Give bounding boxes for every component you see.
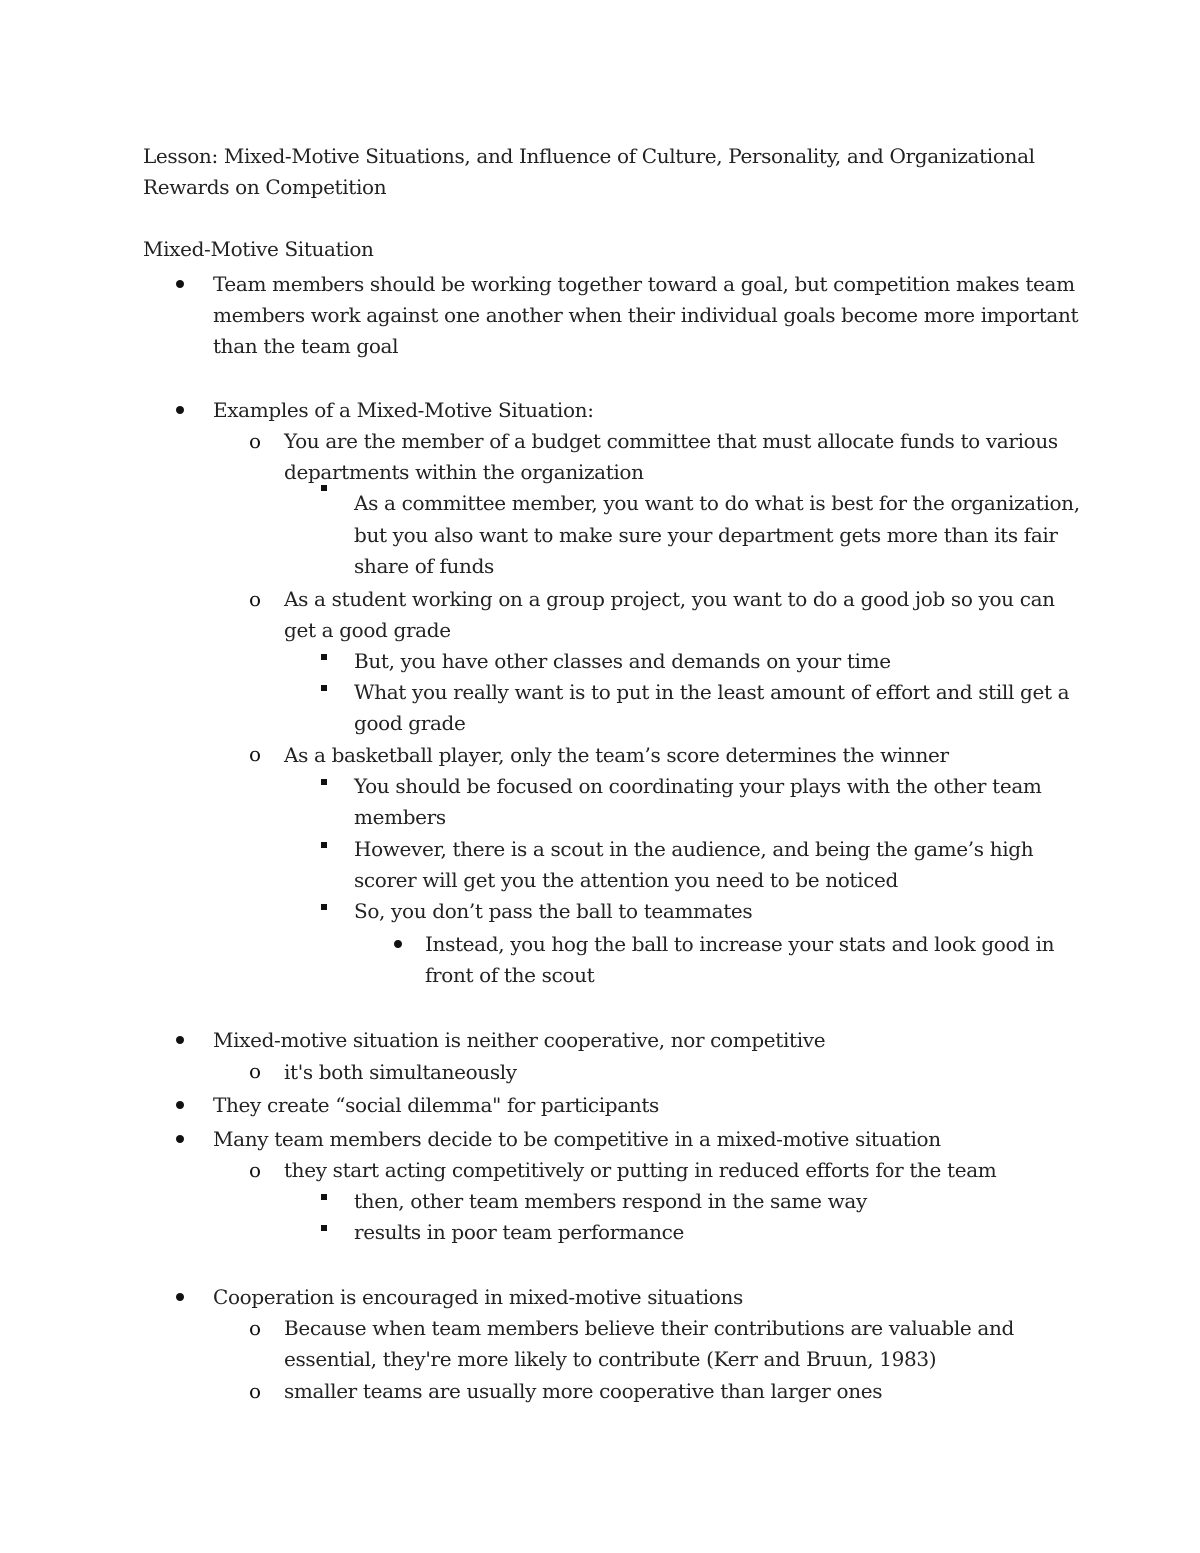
document-title-line-2: Rewards on Competition [143,175,387,199]
list-item-text: You are the member of a budget committee that must allocate funds to various [284,429,1058,453]
hollow-bullet-icon: o [249,1059,262,1083]
list-item-text: members work against one another when their individual goals become more important [213,303,1079,327]
list-item-text: You should be focused on coordinating your plays with the other team [354,774,1042,798]
square-bullet-icon [321,1194,327,1200]
square-bullet-icon [321,904,327,910]
list-item-text: They create “social dilemma" for participants [213,1093,659,1117]
list-item-text: As a committee member, you want to do what is best for the organization, [354,491,1080,515]
square-bullet-icon [321,1225,327,1231]
hollow-bullet-icon: o [249,1379,262,1403]
list-item-text: However, there is a scout in the audience, and being the game’s high [354,837,1034,861]
list-item-text: it's both simultaneously [284,1060,517,1084]
list-item-text: they start acting competitively or putting in reduced efforts for the team [284,1158,997,1182]
list-item-text: members [354,805,446,829]
list-item-text: Examples of a Mixed-Motive Situation: [213,398,594,422]
hollow-bullet-icon: o [249,587,262,611]
hollow-bullet-icon: o [249,1158,262,1182]
list-item-text: smaller teams are usually more cooperative than larger ones [284,1379,883,1403]
list-item-text: As a basketball player, only the team’s score determines the winner [284,743,949,767]
list-item-text: Because when team members believe their contributions are valuable and [284,1316,1014,1340]
list-item-text: scorer will get you the attention you need to be noticed [354,868,898,892]
hollow-bullet-icon: o [249,742,262,766]
list-item-text: than the team goal [213,334,399,358]
square-bullet-icon [321,842,327,848]
square-bullet-icon [321,485,327,491]
list-item-text: but you also want to make sure your department gets more than its fair [354,523,1058,547]
bullet-dot-icon [176,1293,184,1301]
list-item-text: As a student working on a group project, you want to do a good job so you can [284,587,1055,611]
list-item-text: then, other team members respond in the same way [354,1189,867,1213]
list-item-text: good grade [354,711,466,735]
list-item-text: front of the scout [425,963,595,987]
hollow-bullet-icon: o [249,1316,262,1340]
square-bullet-icon [321,685,327,691]
document-title-line-1: Lesson: Mixed-Motive Situations, and Influence of Culture, Personality, and Organizational [143,144,1035,168]
list-item-text: But, you have other classes and demands on your time [354,649,891,673]
list-item-text: Team members should be working together toward a goal, but competition makes team [213,272,1075,296]
hollow-bullet-icon: o [249,429,262,453]
list-item-text: results in poor team performance [354,1220,684,1244]
section-heading: Mixed-Motive Situation [143,237,374,261]
list-item-text: So, you don’t pass the ball to teammates [354,899,753,923]
bullet-dot-icon [176,1036,184,1044]
bullet-dot-icon [176,1135,184,1143]
square-bullet-icon [321,779,327,785]
list-item-text: Instead, you hog the ball to increase your stats and look good in [425,932,1055,956]
list-item-text: share of funds [354,554,494,578]
bullet-dot-icon [176,406,184,414]
list-item-text: essential, they're more likely to contribute (Kerr and Bruun, 1983) [284,1347,937,1371]
list-item-text: Mixed-motive situation is neither cooperative, nor competitive [213,1028,826,1052]
list-item-text: Many team members decide to be competitive in a mixed-motive situation [213,1127,941,1151]
list-item-text: What you really want is to put in the least amount of effort and still get a [354,680,1070,704]
bullet-dot-icon [176,280,184,288]
bullet-dot-icon [176,1101,184,1109]
bullet-dot-icon [394,940,402,948]
square-bullet-icon [321,654,327,660]
list-item-text: get a good grade [284,618,451,642]
list-item-text: Cooperation is encouraged in mixed-motive situations [213,1285,743,1309]
list-item-text: departments within the organization [284,460,644,484]
